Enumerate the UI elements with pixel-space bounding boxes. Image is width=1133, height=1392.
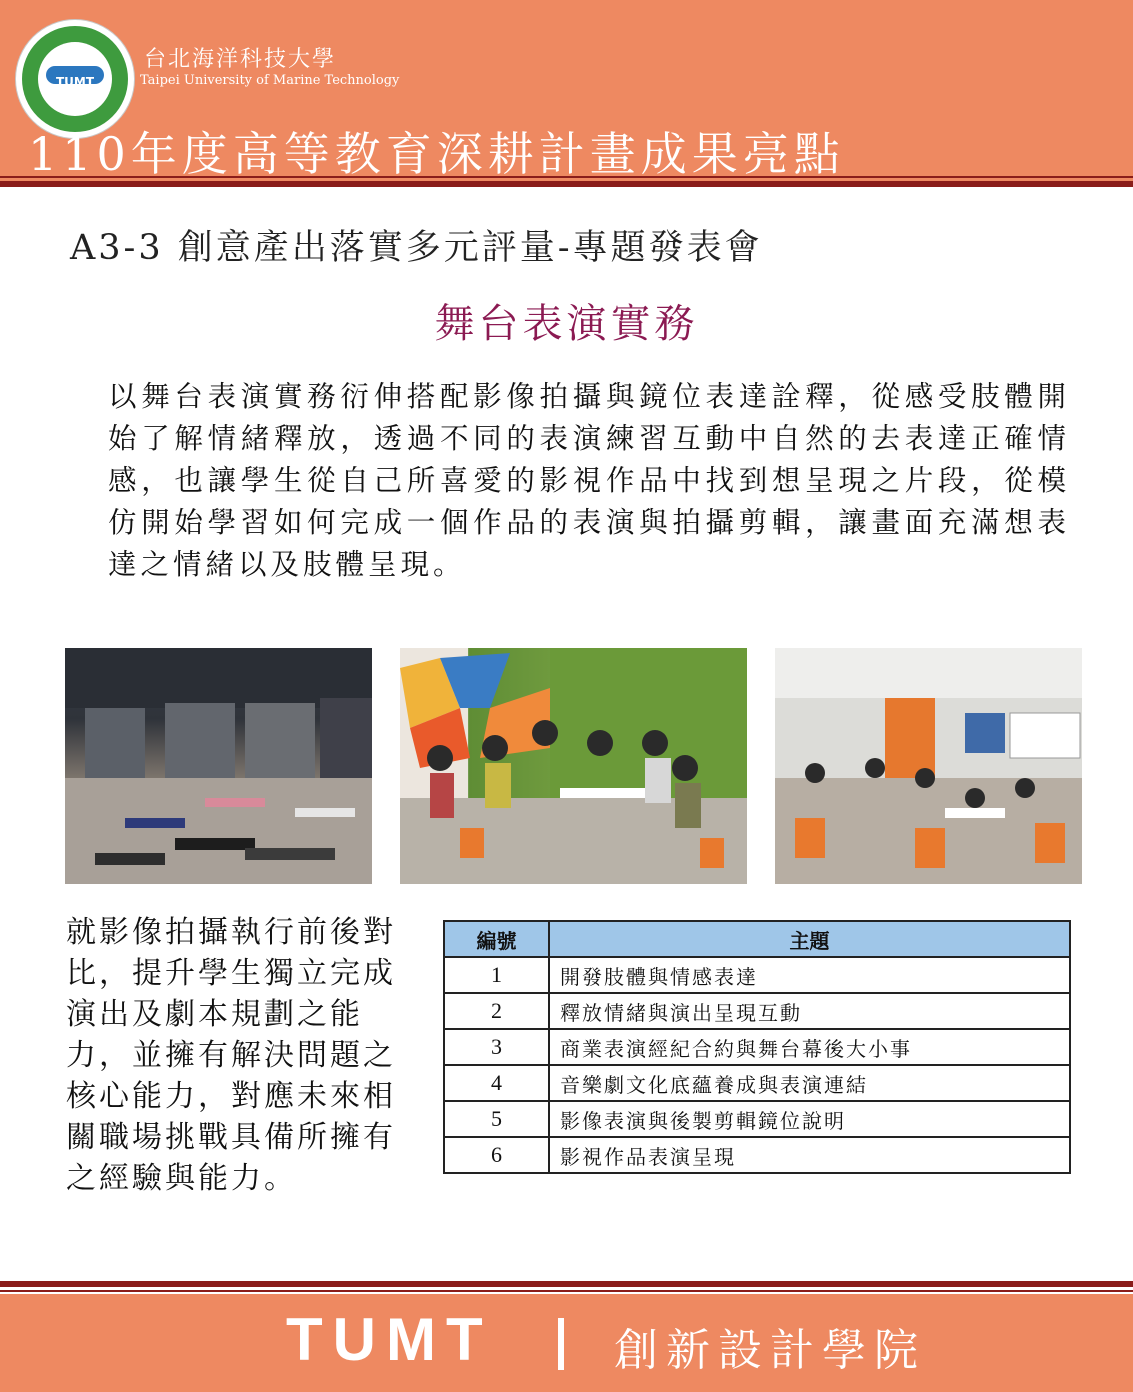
footer-banner [0,1294,1133,1392]
photo-classroom-discussion [775,648,1082,884]
classroom-illustration [775,648,1082,884]
dance-studio-illustration [65,648,372,884]
row-number: 5 [444,1101,549,1137]
row-number: 2 [444,993,549,1029]
table-header-row [444,921,1070,957]
row-topic: 商業表演經紀合約與舞台幕後大小事 [549,1029,1070,1065]
table-row [444,993,1070,1029]
row-number: 4 [444,1065,549,1101]
footer-college: 創新設計學院 [614,1325,926,1376]
table-row [444,1101,1070,1137]
footer-separator [558,1318,564,1370]
header-number: 編號 [444,921,549,957]
project-subtitle: A3-3 創意產出落實多元評量-專題發表會 [70,228,763,268]
page-title: 110年度高等教育深耕計畫成果亮點 [28,127,845,181]
logo-text: TUMT [55,75,95,89]
group-photo-illustration [400,648,747,884]
footer-divider-thick [0,1281,1133,1287]
header-topic: 主題 [549,921,1070,957]
row-number: 6 [444,1137,549,1173]
topics-table [443,920,1071,1174]
table-row [444,957,1070,993]
row-topic: 影視作品表演呈現 [549,1137,1070,1173]
table-row [444,1029,1070,1065]
intro-paragraph: 以舞台表演實務衍伸搭配影像拍攝與鏡位表達詮釋，從感受肢體開始了解情緒釋放，透過不同的表演練習互動中自然的去表達正確情感，也讓學生從自己所喜愛的影視作品中找到想呈現之片段，從模仿開始學習如何完成一個作品的表演與拍攝剪輯，讓畫面充滿想表達之情緒以及肢體呈現。 [108,380,1070,581]
row-topic: 開發肢體與情感表達 [549,957,1070,993]
table-row [444,1065,1070,1101]
row-topic: 釋放情緒與演出呈現互動 [549,993,1070,1029]
row-topic: 音樂劇文化底蘊養成與表演連結 [549,1065,1070,1101]
university-name-en: Taipei University of Marine Technology [140,73,400,88]
table-row [444,1137,1070,1173]
course-title: 舞台表演實務 [434,301,699,347]
footer-brand: TUMT [286,1306,493,1373]
summary-paragraph: 就影像拍攝執行前後對比，提升學生獨立完成演出及劇本規劃之能力，並擁有解決問題之核心能力，對應未來相關職場挑戰具備所擁有之經驗與能力。 [66,915,396,1196]
photo-group-green-wall [400,648,747,884]
footer-divider [0,1290,1133,1292]
photo-dance-studio [65,648,372,884]
row-topic: 影像表演與後製剪輯鏡位說明 [549,1101,1070,1137]
university-name-zh: 台北海洋科技大學 [144,47,337,72]
row-number: 1 [444,957,549,993]
row-number: 3 [444,1029,549,1065]
